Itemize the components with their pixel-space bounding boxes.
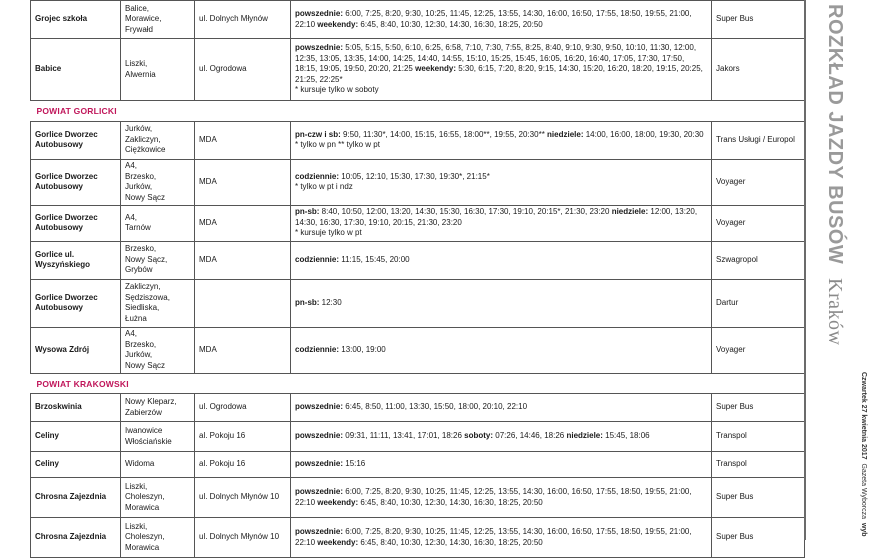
days-label: powszednie: [295,9,344,18]
carrier-cell: Transpol [712,422,805,452]
table-row [31,394,805,422]
section-header-row [31,373,805,394]
via-stops-cell: Jurków, Zakliczyn, Ciężkowice [121,121,195,159]
carrier-cell: Transpol [712,452,805,478]
times-list: 10:05, 12:10, 15:30, 17:30, 19:30*, 21:15* [339,171,490,181]
days-label: codziennie: [295,171,340,181]
times-list: 6:00, 7:25, 8:20, 9:30, 10:25, 11:45, 12:25, 13:55, 14:30, 16:00, 16:50, 17:55, 18:50, 19:55, 21:00, 22:10 [295,487,692,507]
kraków-stop-cell: MDA [195,241,291,279]
section-city: Kraków [824,278,846,346]
times-list: 11:15, 15:45, 20:00 [339,254,410,264]
table-row [31,478,805,518]
kraków-stop-cell: al. Pokoju 16 [195,422,291,452]
days-label: powszednie: [295,527,344,536]
kraków-stop-cell: MDA [195,121,291,159]
via-stops-cell: Balice, Morawice, Frywałd [121,1,195,39]
times-list: 6:00, 7:25, 8:20, 9:30, 10:25, 11:45, 12:25, 13:55, 14:30, 16:00, 16:50, 17:55, 18:50, 19:55, 21:00, 22:10 [295,527,692,547]
via-stops-cell: Liszki, Choleszyn, Morawica [121,478,195,518]
table-row [31,518,805,558]
table-row [31,39,805,101]
footnote: * kursuje tylko w pt [295,228,362,238]
carrier-cell: Voyager [712,205,805,241]
departure-cell: Babice [31,39,121,101]
departure-cell: Gorlice Dworzec Autobusowy [31,159,121,205]
carrier-cell: Dartur [712,279,805,327]
departure-cell: Gorlice Dworzec Autobusowy [31,205,121,241]
departure-times-cell [291,394,712,422]
section-header: POWIAT GORLICKI [31,101,805,122]
footer-word: wyb [860,522,867,537]
departure-cell: Gorlice Dworzec Autobusowy [31,121,121,159]
departure-cell: Wysowa Zdrój [31,327,121,373]
bus-timetable [30,0,805,558]
departure-times-cell [291,159,712,205]
times-list: 09:31, 11:11, 13:41, 17:01, 18:26 [343,431,465,441]
days-label: codziennie: [295,254,340,264]
via-stops-cell: Liszki, Alwernia [121,39,195,101]
table-row [31,159,805,205]
times-list: 13:00, 19:00 [339,344,386,354]
kraków-stop-cell: ul. Ogrodowa [195,39,291,101]
section-header-row [31,101,805,122]
table-row [31,121,805,159]
kraków-stop-cell: al. Pokoju 16 [195,452,291,478]
carrier-cell: Voyager [712,159,805,205]
kraków-stop-cell: ul. Dolnych Młynów [195,1,291,39]
table-row [31,241,805,279]
times-list: 6:45, 8:40, 10:30, 12:30, 14:30, 16:30, 18:25, 20:50 [358,19,543,29]
carrier-cell: Trans Usługi / Europol [712,121,805,159]
days-label: powszednie: [295,487,344,496]
issue-date: Czwartek 27 kwietnia 2017 [860,372,867,460]
days-label: pn-sb: [295,297,320,307]
times-list: 07:26, 14:46, 18:26 [493,431,567,441]
via-stops-cell: A4, Tarnów [121,205,195,241]
section-title-vertical [812,4,846,346]
carrier-cell: Super Bus [712,478,805,518]
days-label: niedziele: [611,207,649,217]
departure-cell: Brzoskwinia [31,394,121,422]
times-list: 5:30, 6:15, 7:20, 8:20, 9:15, 14:30, 15:20, 16:20, 18:20, 19:15, 20:25, 21:25, 22:25* [295,64,703,84]
timetable-body [31,1,805,558]
days-label: niedziele: [547,129,584,139]
via-stops-cell: Brzesko, Nowy Sącz, Grybów [121,241,195,279]
table-row [31,327,805,373]
carrier-cell: Super Bus [712,518,805,558]
days-label: powszednie: [295,431,344,441]
days-label: powszednie: [295,459,344,469]
days-label: powszednie: [295,402,344,412]
section-header: POWIAT KRAKOWSKI [31,373,805,394]
footnote: * tylko w pt i ndz [295,182,353,191]
times-list: 6:00, 7:25, 8:20, 9:30, 10:25, 11:45, 12:25, 13:55, 14:30, 16:00, 16:50, 17:55, 18:50, 19:55, 21:00, 22:10 [295,9,692,29]
kraków-stop-cell: ul. Dolnych Młynów 10 [195,478,291,518]
newspaper-name: Gazeta Wyborcza [860,463,867,520]
kraków-stop-cell: MDA [195,327,291,373]
kraków-stop-cell: MDA [195,159,291,205]
table-row [31,279,805,327]
days-label: niedziele: [566,431,603,441]
days-label: weekendy: [415,64,457,74]
carrier-cell: Voyager [712,327,805,373]
kraków-stop-cell: ul. Ogrodowa [195,394,291,422]
times-list: 6:45, 8:40, 10:30, 12:30, 14:30, 16:30, 18:25, 20:50 [358,497,543,507]
departure-times-cell [291,422,712,452]
kraków-stop-cell: ul. Dolnych Młynów 10 [195,518,291,558]
times-list: 5:05, 5:15, 5:50, 6:10, 6:25, 6:58, 7:10, 7:30, 7:55, 8:25, 8:40, 9:10, 9:30, 9:50, 10:10, 11:30, 12:00, 12:35, 13:05, 13:35, 14:00, 14:25, 14:40, 14:55, 15:10, 15:25, 15:45, 16:05, 16:20, 16:40, 17:05, 17:30, 17:50, 18:15, 19:05, 19:50, 20:20, 21:25 [295,43,697,74]
departure-times-cell [291,1,712,39]
departure-times-cell [291,39,712,101]
kraków-stop-cell: MDA [195,205,291,241]
times-list: 6:45, 8:50, 11:00, 13:30, 15:50, 18:00, 20:10, 22:10 [343,402,528,412]
via-stops-cell: A4, Brzesko, Jurków, Nowy Sącz [121,327,195,373]
carrier-cell: Jakors [712,39,805,101]
departure-cell: Celiny [31,422,121,452]
via-stops-cell: Iwanowice Włościańskie [121,422,195,452]
times-list: 8:40, 10:50, 12:00, 13:20, 14:30, 15:30, 16:30, 17:30, 19:10, 20:15*, 21:30, 23:20 [319,207,612,217]
kraków-stop-cell [195,279,291,327]
carrier-cell: Szwagropol [712,241,805,279]
section-title: ROZKŁAD JAZDY BUSÓW [824,4,846,265]
departure-cell: Chrosna Zajezdnia [31,518,121,558]
times-list: 12:30 [319,297,342,307]
via-stops-cell: Zakliczyn, Sędziszowa, Siedliska, Łużna [121,279,195,327]
via-stops-cell: A4, Brzesko, Jurków, Nowy Sącz [121,159,195,205]
departure-times-cell [291,121,712,159]
carrier-cell: Super Bus [712,1,805,39]
departure-times-cell [291,452,712,478]
times-list: 6:45, 8:40, 10:30, 12:30, 14:30, 16:30, 18:25, 20:50 [358,537,543,547]
times-list: 15:45, 18:06 [602,431,650,441]
departure-times-cell [291,518,712,558]
days-label: powszednie: [295,43,344,53]
table-row [31,1,805,39]
days-label: codziennie: [295,344,340,354]
times-list: 12:00, 13:20, 14:30, 16:30, 17:30, 19:10, 20:15, 21:30, 23:20 [295,207,698,227]
departure-times-cell [291,279,712,327]
times-list: 9:50, 11:30*, 14:00, 15:15, 16:55, 18:00**, 19:55, 20:30** [340,129,548,139]
days-label: weekendy: [317,497,359,507]
via-stops-cell: Nowy Kleparz, Zabierzów [121,394,195,422]
timetable-page [30,0,804,552]
footnote: * kursuje tylko w soboty [295,85,379,95]
departure-times-cell [291,327,712,373]
departure-cell: Celiny [31,452,121,478]
issue-line-vertical [848,372,868,540]
times-list: 14:00, 16:00, 18:00, 19:30, 20:30 [583,129,704,139]
days-label: weekendy: [317,19,359,29]
days-label: soboty: [464,431,494,441]
days-label: pn-sb: [295,207,320,217]
via-stops-cell: Widoma [121,452,195,478]
departure-times-cell [291,478,712,518]
departure-times-cell [291,205,712,241]
departure-cell: Gorlice Dworzec Autobusowy [31,279,121,327]
departure-times-cell [291,241,712,279]
departure-cell: Chrosna Zajezdnia [31,478,121,518]
table-row [31,422,805,452]
carrier-cell: Super Bus [712,394,805,422]
days-label: weekendy: [317,537,359,547]
days-label: pn-czw i sb: [295,129,341,139]
table-row [31,205,805,241]
via-stops-cell: Liszki, Choleszyn, Morawica [121,518,195,558]
departure-cell: Gorlice ul. Wyszyńskiego [31,241,121,279]
times-list: 15:16 [343,459,366,469]
footnote: * tylko w pn ** tylko w pt [295,140,380,149]
table-row [31,452,805,478]
departure-cell: Grojec szkoła [31,1,121,39]
